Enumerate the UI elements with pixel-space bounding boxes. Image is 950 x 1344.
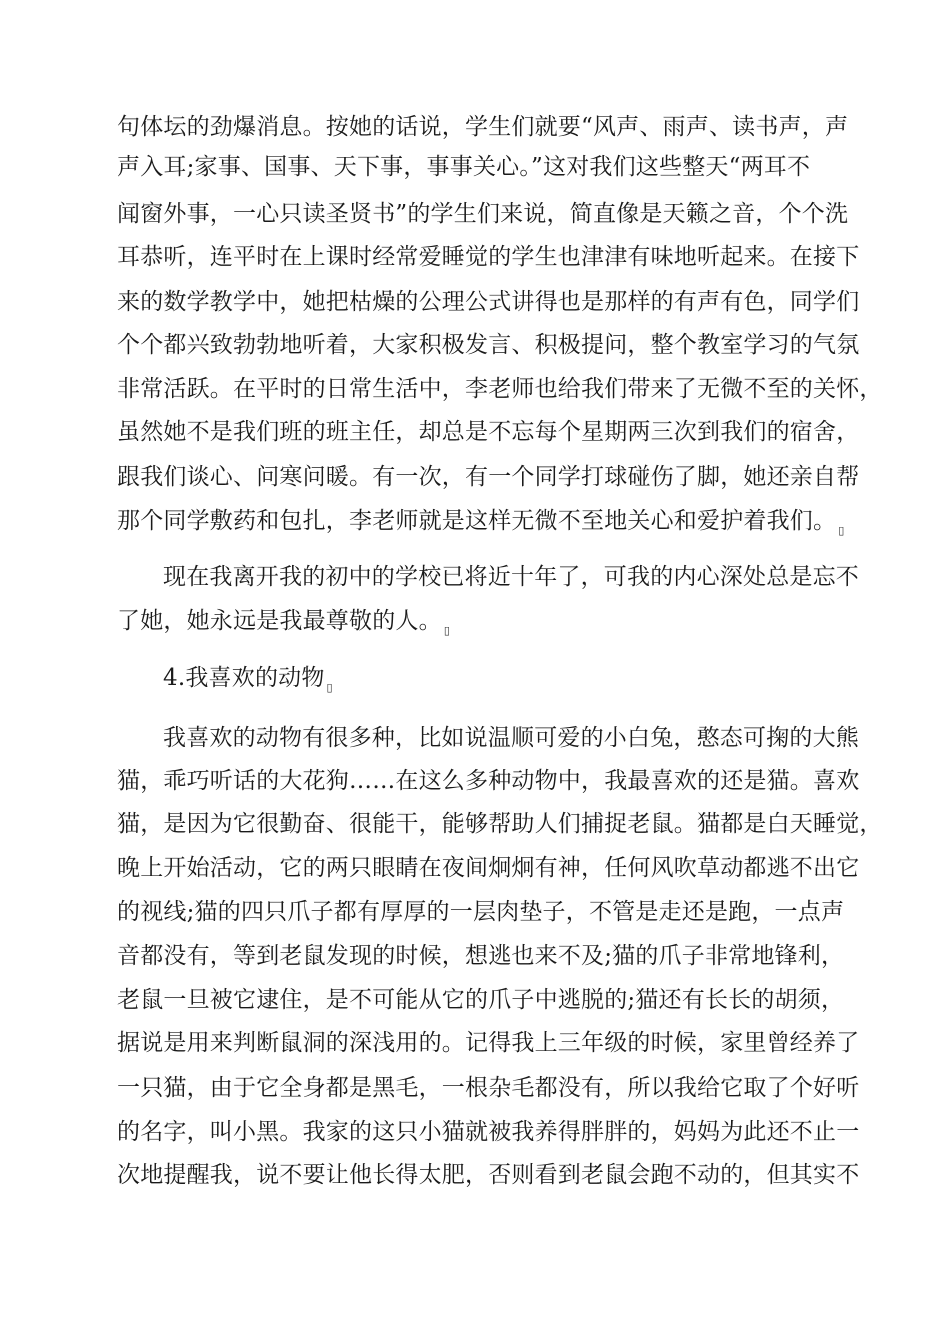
paragraph-4-line-2: 猫，乖巧听话的大花狗……在这么多种动物中，我最喜欢的还是猫。喜欢	[117, 768, 860, 794]
paragraph-mark: ▯	[326, 681, 333, 694]
paragraph-mark: ▯	[443, 624, 451, 637]
paragraph-4-line-8: 据说是用来判断鼠洞的深浅用的。记得我上三年级的时候，家里曾经养了	[117, 1030, 860, 1056]
paragraph-1-line-5: 来的数学教学中，她把枯燥的公理公式讲得也是那样的有声有色，同学们	[117, 289, 860, 315]
paragraph-mark: ▯	[838, 524, 845, 537]
paragraph-1-line-4: 耳恭听，连平时在上课时经常爱睡觉的学生也津津有味地听起来。在接下	[117, 244, 860, 270]
section-heading-text: 4.我喜欢的动物	[163, 665, 325, 691]
paragraph-1-line-10	[117, 506, 844, 536]
paragraph-1-line-9: 跟我们谈心、问寒问暖。有一次，有一个同学打球碰伤了脚，她还亲自帮	[117, 464, 860, 490]
paragraph-4-line-3: 猫，是因为它很勤奋、很能干，能够帮助人们捕捉老鼠。猫都是白天睡觉，	[117, 811, 883, 837]
paragraph-4-line-10: 的名字，叫小黑。我家的这只小猫就被我养得胖胖的，妈妈为此还不止一	[117, 1119, 860, 1145]
paragraph-1-line-1: 句体坛的劲爆消息。按她的话说，学生们就要“风声、雨声、读书声，声	[117, 114, 849, 140]
paragraph-2-line-2-text: 了她，她永远是我最尊敬的人。	[117, 608, 442, 634]
paragraph-4-line-7: 老鼠一旦被它逮住，是不可能从它的爪子中逃脱的;猫还有长长的胡须，	[117, 987, 845, 1013]
paragraph-1-line-3: 闻窗外事，一心只读圣贤书”的学生们来说，简直像是天籁之音，个个洗	[117, 201, 849, 227]
paragraph-1-line-8: 虽然她不是我们班的班主任，却总是不忘每个星期两三次到我们的宿舍，	[117, 419, 860, 445]
paragraph-4-line-4: 晚上开始活动，它的两只眼睛在夜间炯炯有神，任何风吹草动都逃不出它	[117, 855, 860, 881]
section-heading	[163, 663, 333, 693]
paragraph-4-line-5: 的视线;猫的四只爪子都有厚厚的一层肉垫子，不管是走还是跑，一点声	[117, 899, 845, 925]
paragraph-4-line-1: 我喜欢的动物有很多种，比如说温顺可爱的小白兔，憨态可掬的大熊	[163, 725, 859, 751]
paragraph-1-line-7: 非常活跃。在平时的日常生活中，李老师也给我们带来了无微不至的关怀，	[117, 376, 883, 402]
paragraph-1-line-10-text: 那个同学敷药和包扎，李老师就是这样无微不至地关心和爱护着我们。	[117, 508, 837, 534]
paragraph-4-line-11: 次地提醒我，说不要让他长得太肥，否则看到老鼠会跑不动的，但其实不	[117, 1162, 860, 1188]
paragraph-4-line-9: 一只猫，由于它全身都是黑毛，一根杂毛都没有，所以我给它取了个好听	[117, 1075, 860, 1101]
paragraph-1-line-2: 声入耳;家事、国事、天下事，事事关心。”这对我们这些整天“两耳不	[117, 154, 811, 180]
paragraph-4-line-6: 音都没有，等到老鼠发现的时候，想逃也来不及;猫的爪子非常地锋利，	[117, 943, 845, 969]
paragraph-2-line-1: 现在我离开我的初中的学校已将近十年了，可我的内心深处总是忘不	[163, 564, 859, 590]
paragraph-2-line-2	[117, 606, 450, 636]
paragraph-1-line-6: 个个都兴致勃勃地听着，大家积极发言、积极提问，整个教室学习的气氛	[117, 332, 860, 358]
